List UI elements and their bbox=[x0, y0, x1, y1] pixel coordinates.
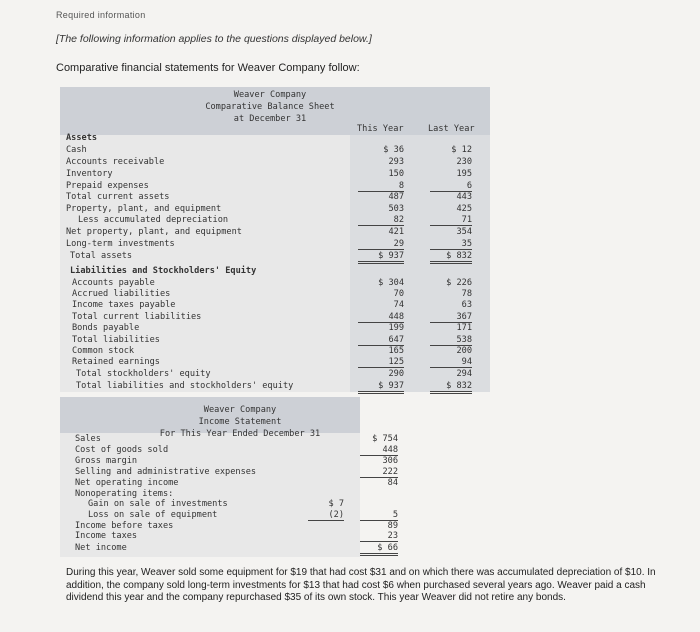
balance-sheet-row-label: Accrued liabilities bbox=[72, 289, 171, 299]
balance-sheet-value-this-year: 487 bbox=[388, 192, 404, 202]
balance-sheet-row-label: Common stock bbox=[72, 346, 135, 356]
income-statement-row-label: Loss on sale of equipment bbox=[88, 510, 218, 520]
balance-sheet-value-this-year: $ 304 bbox=[378, 278, 404, 288]
income-statement-detail-value: $ 7 bbox=[328, 499, 344, 509]
income-statement-row-label: Net operating income bbox=[75, 478, 179, 488]
balance-sheet-row-label: Prepaid expenses bbox=[66, 181, 149, 191]
required-information-heading: Required information bbox=[56, 10, 146, 20]
income-statement-total-value: 84 bbox=[387, 478, 398, 488]
balance-sheet-title-block bbox=[185, 89, 355, 125]
income-statement-row-label: Net income bbox=[75, 543, 127, 553]
income-statement-row-label: Gain on sale of investments bbox=[88, 499, 228, 509]
balance-sheet-value-last-year: 171 bbox=[456, 323, 472, 333]
income-statement-total-value: 5 bbox=[360, 510, 398, 521]
balance-sheet-value-this-year: 150 bbox=[388, 169, 404, 179]
balance-sheet-row-label: Cash bbox=[66, 145, 87, 155]
lead-text: Comparative financial statements for Weaver Company follow: bbox=[56, 62, 360, 74]
balance-sheet-value-last-year: 71 bbox=[430, 215, 472, 226]
balance-sheet-value-last-year: 354 bbox=[456, 227, 472, 237]
balance-sheet-company: Weaver Company bbox=[233, 90, 307, 100]
balance-sheet-value-last-year: 63 bbox=[461, 300, 472, 310]
balance-sheet-value-this-year: 74 bbox=[393, 300, 404, 310]
income-statement-row-label: Selling and administrative expenses bbox=[75, 467, 257, 477]
balance-sheet-value-this-year: 125 bbox=[358, 357, 404, 368]
income-statement-total-value: 306 bbox=[382, 456, 398, 466]
intro-note: [The following information applies to the questions displayed below.] bbox=[56, 33, 372, 45]
balance-sheet-row-label: Total current assets bbox=[66, 192, 170, 202]
balance-sheet-value-last-year: 94 bbox=[430, 357, 472, 368]
balance-sheet-value-this-year: 503 bbox=[388, 204, 404, 214]
balance-sheet-value-last-year: $ 832 bbox=[430, 251, 472, 264]
balance-sheet-date: at December 31 bbox=[233, 114, 307, 124]
income-statement-row-label: Cost of goods sold bbox=[75, 445, 169, 455]
balance-sheet-row-label: Total assets bbox=[70, 251, 133, 261]
balance-sheet-row-label: Property, plant, and equipment bbox=[66, 204, 222, 214]
income-statement-total-value: 89 bbox=[387, 521, 398, 531]
balance-sheet-value-last-year: 425 bbox=[456, 204, 472, 214]
balance-sheet-value-this-year: $ 937 bbox=[358, 381, 404, 394]
footnote-text: During this year, Weaver sold some equipment for $19 that had cost $31 and on which there was accumulated depreciation of $10. In addition, the company sold long-term investments for $13 that had cost $6 when purchased several years ago. Weaver paid a cash dividend this year and the company repurchased $35 of its own stock. This year Weaver did not retire any bonds. bbox=[66, 567, 656, 604]
balance-sheet-row-label: Income taxes payable bbox=[72, 300, 176, 310]
balance-sheet-row-label: Inventory bbox=[66, 169, 113, 179]
balance-sheet-value-this-year: 8 bbox=[358, 181, 404, 192]
income-statement-row-label: Sales bbox=[75, 434, 101, 444]
balance-sheet-value-this-year: 29 bbox=[358, 239, 404, 250]
income-statement-company: Weaver Company bbox=[203, 405, 277, 415]
balance-sheet-row-label: Liabilities and Stockholders' Equity bbox=[70, 266, 257, 276]
balance-sheet-value-last-year: 35 bbox=[430, 239, 472, 250]
balance-sheet-value-last-year: $ 226 bbox=[446, 278, 472, 288]
balance-sheet-value-last-year: 294 bbox=[456, 369, 472, 379]
income-statement-total-value: 448 bbox=[360, 445, 398, 456]
balance-sheet-value-last-year: $ 832 bbox=[430, 381, 472, 394]
balance-sheet-value-this-year: $ 36 bbox=[383, 145, 404, 155]
income-statement-row-label: Income before taxes bbox=[75, 521, 174, 531]
balance-sheet-row-label: Accounts payable bbox=[72, 278, 155, 288]
balance-sheet-row-label: Total stockholders' equity bbox=[76, 369, 211, 379]
balance-sheet-value-this-year: 82 bbox=[358, 215, 404, 226]
balance-sheet-value-this-year: 199 bbox=[388, 323, 404, 333]
balance-sheet-value-this-year: 165 bbox=[388, 346, 404, 356]
balance-sheet-value-last-year: 78 bbox=[461, 289, 472, 299]
balance-sheet-value-last-year: 200 bbox=[456, 346, 472, 356]
balance-sheet-value-last-year: 538 bbox=[430, 335, 472, 346]
income-statement-row-label: Nonoperating items: bbox=[75, 489, 174, 499]
income-statement-period: For This Year Ended December 31 bbox=[159, 429, 321, 439]
balance-sheet-row-label: Less accumulated depreciation bbox=[78, 215, 229, 225]
balance-sheet-row-label: Assets bbox=[66, 133, 98, 143]
balance-sheet-value-last-year: 230 bbox=[456, 157, 472, 167]
balance-sheet-value-this-year: 293 bbox=[388, 157, 404, 167]
balance-sheet-row-label: Bonds payable bbox=[72, 323, 140, 333]
income-statement-total-value: 23 bbox=[360, 531, 398, 542]
income-statement-detail-value: (2) bbox=[308, 510, 344, 521]
balance-sheet-row-label: Retained earnings bbox=[72, 357, 160, 367]
income-statement-total-value: 222 bbox=[360, 467, 398, 478]
balance-sheet-value-last-year: $ 12 bbox=[451, 145, 472, 155]
column-header-last-year: Last Year bbox=[428, 124, 475, 134]
balance-sheet-row-label: Long-term investments bbox=[66, 239, 175, 249]
balance-sheet-value-last-year: 367 bbox=[430, 312, 472, 323]
income-statement-row-label: Gross margin bbox=[75, 456, 138, 466]
balance-sheet-value-this-year: $ 937 bbox=[358, 251, 404, 264]
balance-sheet-row-label: Total liabilities bbox=[72, 335, 160, 345]
balance-sheet-row-label: Total current liabilities bbox=[72, 312, 202, 322]
column-header-this-year: This Year bbox=[357, 124, 404, 134]
balance-sheet-value-this-year: 421 bbox=[388, 227, 404, 237]
balance-sheet-row-label: Accounts receivable bbox=[66, 157, 165, 167]
balance-sheet-value-this-year: 647 bbox=[358, 335, 404, 346]
balance-sheet-row-label: Total liabilities and stockholders' equity bbox=[76, 381, 294, 391]
balance-sheet-value-this-year: 70 bbox=[393, 289, 404, 299]
balance-sheet-value-last-year: 443 bbox=[456, 192, 472, 202]
income-statement-row-label: Income taxes bbox=[75, 531, 138, 541]
income-statement-title-block bbox=[140, 404, 340, 440]
balance-sheet-value-this-year: 290 bbox=[388, 369, 404, 379]
balance-sheet-value-last-year: 6 bbox=[430, 181, 472, 192]
balance-sheet-title: Comparative Balance Sheet bbox=[205, 102, 335, 112]
income-statement-total-value: $ 754 bbox=[372, 434, 398, 444]
balance-sheet-value-this-year: 448 bbox=[358, 312, 404, 323]
income-statement-title: Income Statement bbox=[198, 417, 282, 427]
income-statement-total-value: $ 66 bbox=[360, 543, 398, 556]
balance-sheet-row-label: Net property, plant, and equipment bbox=[66, 227, 242, 237]
balance-sheet-value-last-year: 195 bbox=[456, 169, 472, 179]
